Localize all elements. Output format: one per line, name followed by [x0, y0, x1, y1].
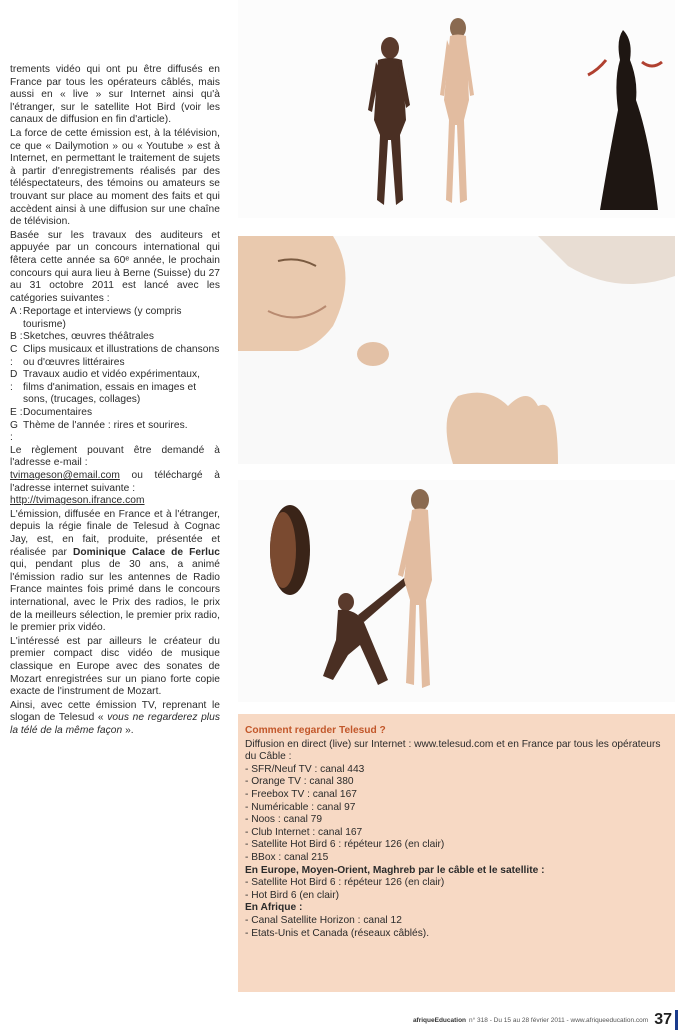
africa-channel-list [245, 915, 668, 940]
presenter-name: Dominique Calace de Ferluc [72, 546, 220, 558]
paragraph-1: trements vidéo qui ont pu être diffusés en France par tous les opérateurs câblés, mais aussi en « live » sur Internet ainsi qu'à l'étranger, sur le satellite Hot Bird (voir les canaux de diffusion en fin d'article). [10, 64, 220, 126]
paragraph-rules: Le règlement pouvant être demandé à l'adresse e-mail : tvimageson@email.com ou téléchargé à l'adresse internet suivante : http://tvimageson.ifrance.com [10, 444, 220, 507]
list-item: - Club Internet : canal 167 [245, 826, 363, 838]
list-item: E : Documentaires [10, 407, 93, 419]
list-item: C : Clips musicaux et illustrations de chansons ou d'œuvres littéraires [10, 344, 220, 368]
footer-accent-bar [675, 1010, 678, 1030]
list-item: - SFR/Neuf TV : canal 443 [245, 763, 365, 775]
page-number: 37 [654, 1011, 672, 1028]
list-item: D : Travaux audio et vidéo expérimentaux, films d'animation, essais en images et sons, (trucages, collages) [10, 369, 201, 406]
list-item: - Etats-Unis et Canada (réseaux câblés). [245, 927, 430, 939]
list-item: - Satellite Hot Bird 6 : répéteur 126 (en clair) [245, 839, 445, 851]
paragraph-2: La force de cette émission est, à la télévision, ce que « Dailymotion » ou « Youtube » est à Internet, en permettant le traitement de sujets à partir d'enregistrements réalisés par des téléspectateurs, des témoins ou amateurs se trouvant sur place au moment des faits et qui accèdent ainsi à une diffusion sur une chaîne de télévision. [10, 127, 220, 228]
website-link[interactable]: http://tvimageson.ifrance.com [10, 495, 145, 507]
list-item: - Noos : canal 79 [245, 814, 323, 826]
how-to-watch-box [238, 714, 675, 992]
category-list [10, 306, 220, 445]
list-item: - Satellite Hot Bird 6 : répéteur 126 (en clair) [245, 877, 445, 889]
africa-heading: En Afrique : [245, 902, 303, 914]
list-item: - Canal Satellite Horizon : canal 12 [245, 914, 402, 926]
box-intro: Diffusion en direct (live) sur Internet : www.telesud.com et en France par tous les opérateurs du Câble : [245, 738, 661, 763]
europe-channel-list [245, 877, 668, 902]
paragraph-7: Ainsi, avec cette émission TV, reprenant le slogan de Telesud « vous ne regarderez plus la télé de la même façon ». [10, 699, 220, 736]
list-item: A : Reportage et interviews (y compris tourisme) [10, 306, 182, 330]
issue-info: n° 318 - Du 15 au 28 février 2011 - www.afriqueeducation.com [469, 1016, 649, 1024]
france-channel-list [245, 764, 668, 865]
list-item: - Freebox TV : canal 167 [245, 788, 357, 800]
photo-figures-with-mask [238, 480, 675, 702]
list-item: - Numéricable : canal 97 [245, 801, 356, 813]
list-item: B : Sketches, œuvres théâtrales [10, 331, 155, 343]
email-link[interactable]: tvimageson@email.com [10, 470, 120, 481]
box-title: Comment regarder Telesud ? [245, 725, 386, 736]
paragraph-5: L'émission, diffusée en France et à l'étranger, depuis la régie finale de Telesud à Cognac Jay, est, en fait, produite, présentée et réalisée par Dominique Calace de Ferluc qui, pendant plus de 30 ans, a animé l'émission radio sur les antennes de Radio France maintes fois primé dans le concours international, avec le Prix des radios, le prix de la meilleurs sélection, le premier prix radio, le premier prix vidéo. [10, 508, 220, 634]
europe-heading: En Europe, Moyen-Orient, Maghreb par le câble et le satellite : [245, 864, 545, 876]
paragraph-6: L'intéressé est par ailleurs le créateur du premier compact disc vidéo de musique classique en Europe avec des sonates de Mozart enregistrées sur un piano forte copie exacte de l'instrument de Mozart. [10, 635, 220, 698]
article-text-column [10, 64, 220, 738]
list-item: - Orange TV : canal 380 [245, 776, 354, 788]
paragraph-3: Basée sur les travaux des auditeurs et appuyée par un concours international qui fêtera cette année sa 60ᵉ année, le prochain concours qui aura lieu à Berne (Suisse) du 27 au 31 octobre 2011 est lancé avec les catégories suivantes : [10, 229, 220, 304]
list-item: G : Thème de l'année : rires et sourires. [10, 419, 188, 444]
photo-couple-with-sculpture [238, 0, 675, 218]
page-footer [360, 1010, 678, 1030]
magazine-name: afriqueEducation [412, 1016, 467, 1024]
list-item: - Hot Bird 6 (en clair) [245, 889, 339, 901]
list-item: - BBox : canal 215 [245, 851, 329, 863]
photo-face-and-hand [238, 236, 675, 464]
